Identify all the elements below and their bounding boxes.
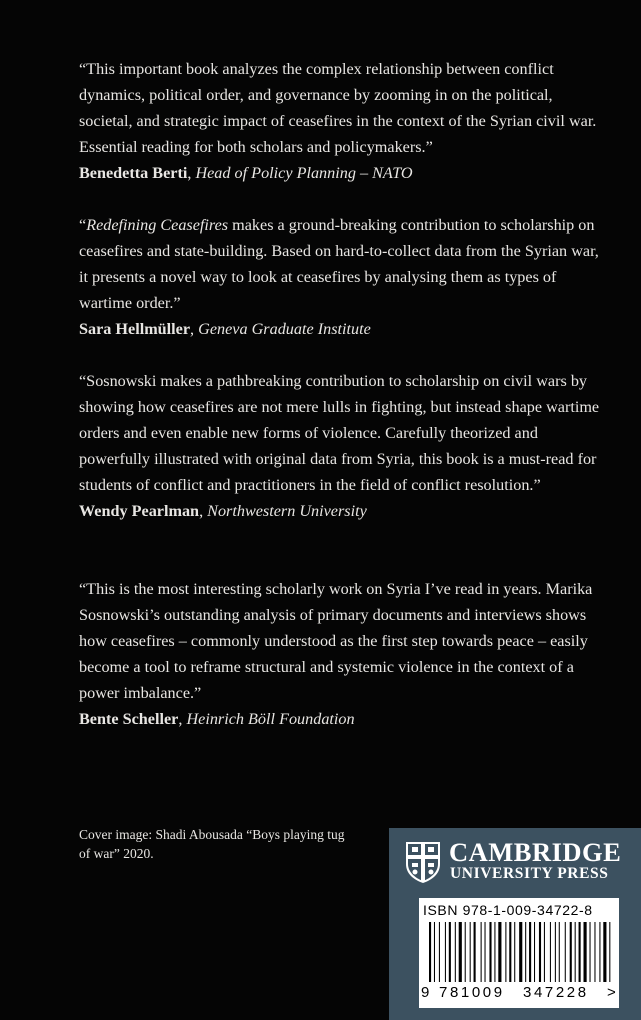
barcode-bar <box>498 922 501 982</box>
barcode-bar <box>429 922 431 982</box>
quote-3-name: Wendy Pearlman <box>79 502 200 520</box>
barcode-bar <box>449 922 451 982</box>
barcode-bar <box>550 922 551 982</box>
barcode-bar <box>539 922 541 982</box>
cambridge-crest-icon <box>404 840 442 884</box>
barcode-bar <box>525 922 526 982</box>
publisher-panel <box>389 828 641 1020</box>
barcode-bar <box>544 922 545 982</box>
cover-image-credit: Cover image: Shadi Abousada “Boys playing tug of war” 2020. <box>79 827 345 861</box>
barcode-bar <box>559 922 560 982</box>
barcode-bar <box>481 922 482 982</box>
barcode-bar <box>439 922 440 982</box>
barcode-bar <box>455 922 456 982</box>
barcode-bar <box>465 922 466 982</box>
barcode-bar <box>570 922 572 982</box>
barcode-digits-right: 347228 <box>523 984 589 1001</box>
barcode-bar <box>459 922 462 982</box>
quote-2-attribution: Sara Hellmüller, Geneva Graduate Institute <box>79 320 371 338</box>
quote-4-text: “This is the most interesting scholarly work on Syria I’ve read in years. Marika Sosnowski’s outstanding analysis of primary documents and interviews shows how ceasefires – commonly understood as the first step towards peace – easily become a tool to reframe structural and systemic violence in the context of a power imbalance.” <box>79 580 593 702</box>
barcode-bar <box>485 922 486 982</box>
barcode-bar <box>489 922 491 982</box>
barcode-bar <box>445 922 446 982</box>
barcode-bar <box>599 922 600 982</box>
quote-2-name: Sara Hellmüller <box>79 320 191 338</box>
barcode-bars <box>429 922 613 982</box>
isbn-barcode <box>419 898 619 1008</box>
quote-1-name: Benedetta Berti <box>79 164 188 182</box>
isbn-label: ISBN 978-1-009-34722-8 <box>423 902 593 918</box>
publisher-name: CAMBRIDGE <box>449 837 622 867</box>
quote-3 <box>79 368 609 524</box>
quote-4-affiliation: Heinrich Böll Foundation <box>186 710 355 728</box>
quote-2-open-mark: “ <box>79 216 87 234</box>
barcode-bar <box>609 922 610 982</box>
barcode-bar <box>579 922 581 982</box>
barcode-bar <box>565 922 566 982</box>
barcode-bar <box>603 922 606 982</box>
barcode-bar <box>474 922 476 982</box>
quote-2-book-title: Redefining Ceasefires <box>86 216 229 234</box>
publisher-subtitle: UNIVERSITY PRESS <box>450 865 609 882</box>
quote-2-text <box>79 212 609 316</box>
barcode-bar <box>519 922 522 982</box>
barcode-bar <box>594 922 595 982</box>
barcode-bar <box>534 922 535 982</box>
barcode-bar <box>555 922 556 982</box>
quote-4-name: Bente Scheller <box>79 710 179 728</box>
barcode-digit-lead: 9 <box>421 984 430 1001</box>
quote-1-text: “This important book analyzes the complex relationship between conflict dynamics, political order, and governance by zooming in on the political, societal, and strategic impact of ceasefires in the context of the Syrian civil war. Essential reading for both scholars and policymakers.” <box>79 60 597 156</box>
quote-2-body: makes a ground-breaking contribution to scholarship on ceasefires and state-building. Based on hard-to-collect data from the Syrian war, it presents a novel way to look at ceasefires by analysing them as types of wartime order.” <box>79 216 599 312</box>
barcode-bar <box>590 922 591 982</box>
quote-4 <box>79 576 609 732</box>
barcode-bar <box>575 922 576 982</box>
quote-3-affiliation: Northwestern University <box>207 502 367 520</box>
barcode-digits-left: 781009 <box>439 984 505 1001</box>
barcode-bar <box>509 922 511 982</box>
quote-3-attribution: Wendy Pearlman, Northwestern University <box>79 502 367 520</box>
quote-1-affiliation: Head of Policy Planning – NATO <box>195 164 413 182</box>
barcode-bar <box>505 922 506 982</box>
quote-2 <box>79 212 609 342</box>
quote-2-affiliation: Geneva Graduate Institute <box>198 320 371 338</box>
quote-1-attribution: Benedetta Berti, Head of Policy Planning – NATO <box>79 164 413 182</box>
barcode-bar <box>470 922 471 982</box>
barcode-bar <box>529 922 531 982</box>
barcode-bar <box>434 922 435 982</box>
quote-4-attribution: Bente Scheller, Heinrich Böll Foundation <box>79 710 355 728</box>
quote-1 <box>79 56 609 186</box>
barcode-bar <box>514 922 515 982</box>
barcode-arrow: > <box>607 984 616 1001</box>
barcode-bar <box>494 922 495 982</box>
quote-3-text: “Sosnowski makes a pathbreaking contribution to scholarship on civil wars by showing how ceasefires are not mere lulls in fighting, but instead shape wartime orders and even enable new forms of violence. Carefully theorized and powerfully illustrated with original data from Syria, this book is a must-read for students of conflict and practitioners in the field of conflict resolution.” <box>79 372 600 494</box>
barcode-bar <box>584 922 587 982</box>
